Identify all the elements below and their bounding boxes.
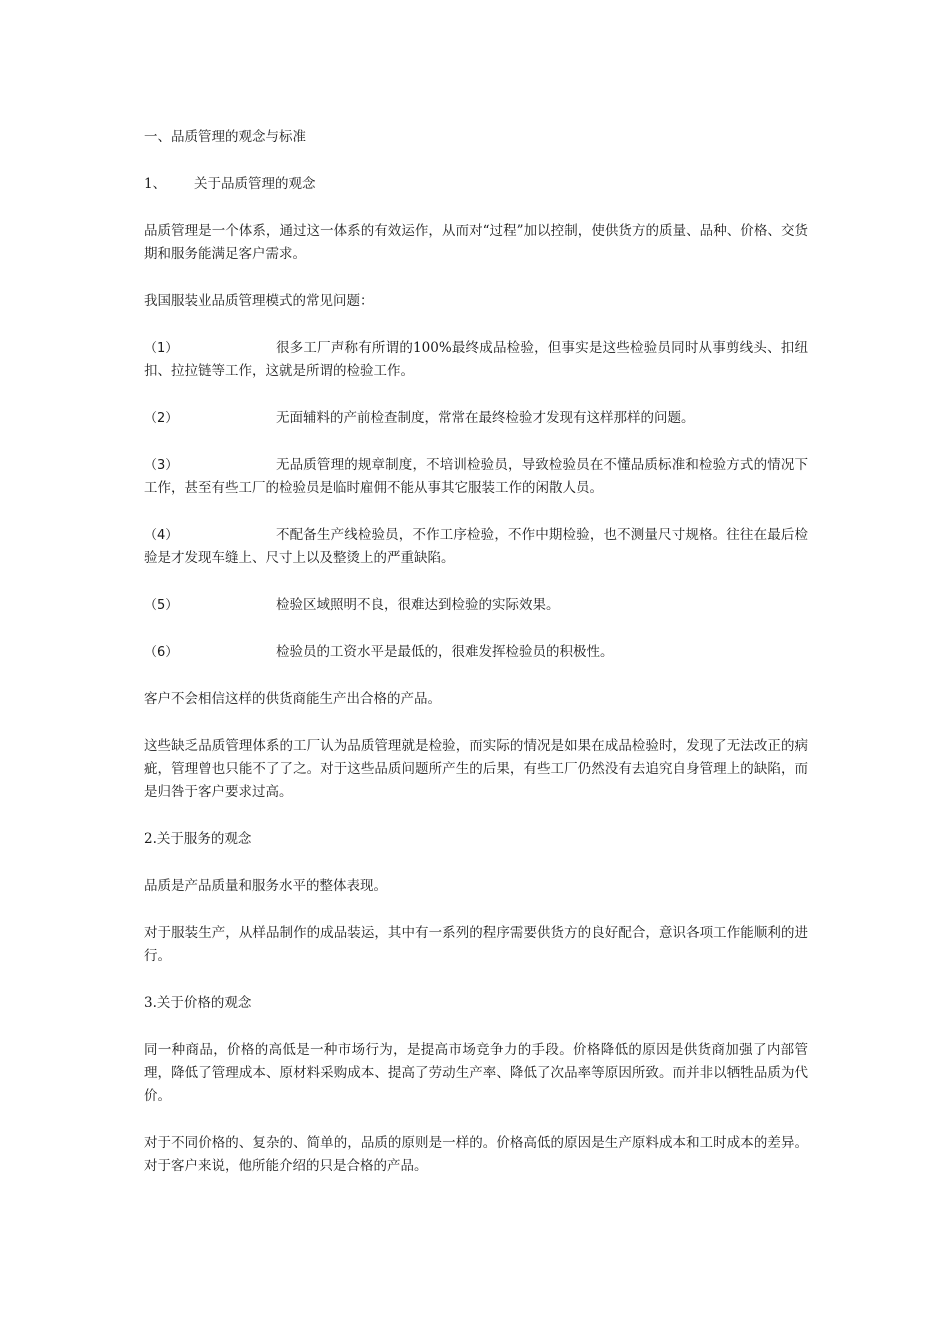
paragraph-production-cooperation: 对于服装生产，从样品制作的成品装运，其中有一系列的程序需要供货方的良好配合，意识各项工作能顺利的进行。 — [144, 925, 808, 964]
list-item-number: （1） — [144, 341, 179, 356]
list-item-number: （3） — [144, 458, 179, 473]
list-item-text: 检验区域照明不良，很难达到检验的实际效果。 — [276, 597, 560, 613]
list-item — [144, 524, 808, 570]
list-item-number: （5） — [144, 598, 179, 613]
list-item-text: 不配备生产线检验员，不作工序检验，不作中期检验，也不测量尺寸规格。往往在最后检验是才发现车缝上、尺寸上以及整烫上的严重缺陷。 — [144, 527, 808, 566]
section-title: 一、品质管理的观念与标准 — [144, 129, 306, 145]
paragraph-inspection-misconception: 这些缺乏品质管理体系的工厂认为品质管理就是检验，而实际的情况是如果在成品检验时，发现了无法改正的病疵，管理曾也只能不了了之。对于这些品质问题所产生的后果，有些工厂仍然没有去追究自身管理上的缺陷，而是归咎于客户要求过高。 — [144, 738, 808, 800]
list-item-text: 无面辅料的产前检查制度，常常在最终检验才发现有这样那样的问题。 — [276, 410, 695, 426]
list-item-number: （2） — [144, 411, 179, 426]
list-item — [144, 337, 808, 383]
list-item-number: （4） — [144, 528, 179, 543]
paragraph-quality-service: 品质是产品质量和服务水平的整体表现。 — [144, 878, 387, 894]
list-item — [144, 641, 808, 664]
list-item — [144, 594, 808, 617]
paragraph-price-market: 同一种商品，价格的高低是一种市场行为，是提高市场竞争力的手段。价格降低的原因是供货商加强了内部管理，降低了管理成本、原材料采购成本、提高了劳动生产率、降低了次品率等原因所致。而并非以牺牲品质为代价。 — [144, 1042, 808, 1104]
list-item-text: 无品质管理的规章制度，不培训检验员，导致检验员在不懂品质标准和检验方式的情况下工作，甚至有些工厂的检验员是临时雇佣不能从事其它服装工作的闲散人员。 — [144, 457, 808, 496]
subsection-heading-3: 3.关于价格的观念 — [144, 995, 252, 1011]
list-item-number: （6） — [144, 645, 179, 660]
list-item — [144, 407, 808, 430]
paragraph-price-principle: 对于不同价格的、复杂的、简单的，品质的原则是一样的。价格高低的原因是生产原料成本和工时成本的差异。对于客户来说，他所能介绍的只是合格的产品。 — [144, 1135, 808, 1174]
list-item — [144, 454, 808, 500]
list-item-text: 检验员的工资水平是最低的，很难发挥检验员的积极性。 — [276, 644, 614, 660]
subsection-heading-1 — [144, 173, 808, 196]
paragraph-definition: 品质管理是一个体系，通过这一体系的有效运作，从而对“过程”加以控制，使供货方的质量、品种、价格、交货期和服务能满足客户需求。 — [144, 223, 808, 262]
subsection-title: 关于品质管理的观念 — [194, 176, 316, 192]
paragraph-customer-trust: 客户不会相信这样的供货商能生产出合格的产品。 — [144, 691, 441, 707]
paragraph-problems-intro: 我国服装业品质管理模式的常见问题： — [144, 293, 374, 309]
document-page — [144, 126, 808, 1202]
subsection-number: 1、 — [144, 176, 167, 192]
list-item-text: 很多工厂声称有所谓的100%最终成品检验，但事实是这些检验员同时从事剪线头、扣纽扣、拉拉链等工作，这就是所谓的检验工作。 — [144, 340, 808, 379]
subsection-heading-2: 2.关于服务的观念 — [144, 831, 252, 847]
